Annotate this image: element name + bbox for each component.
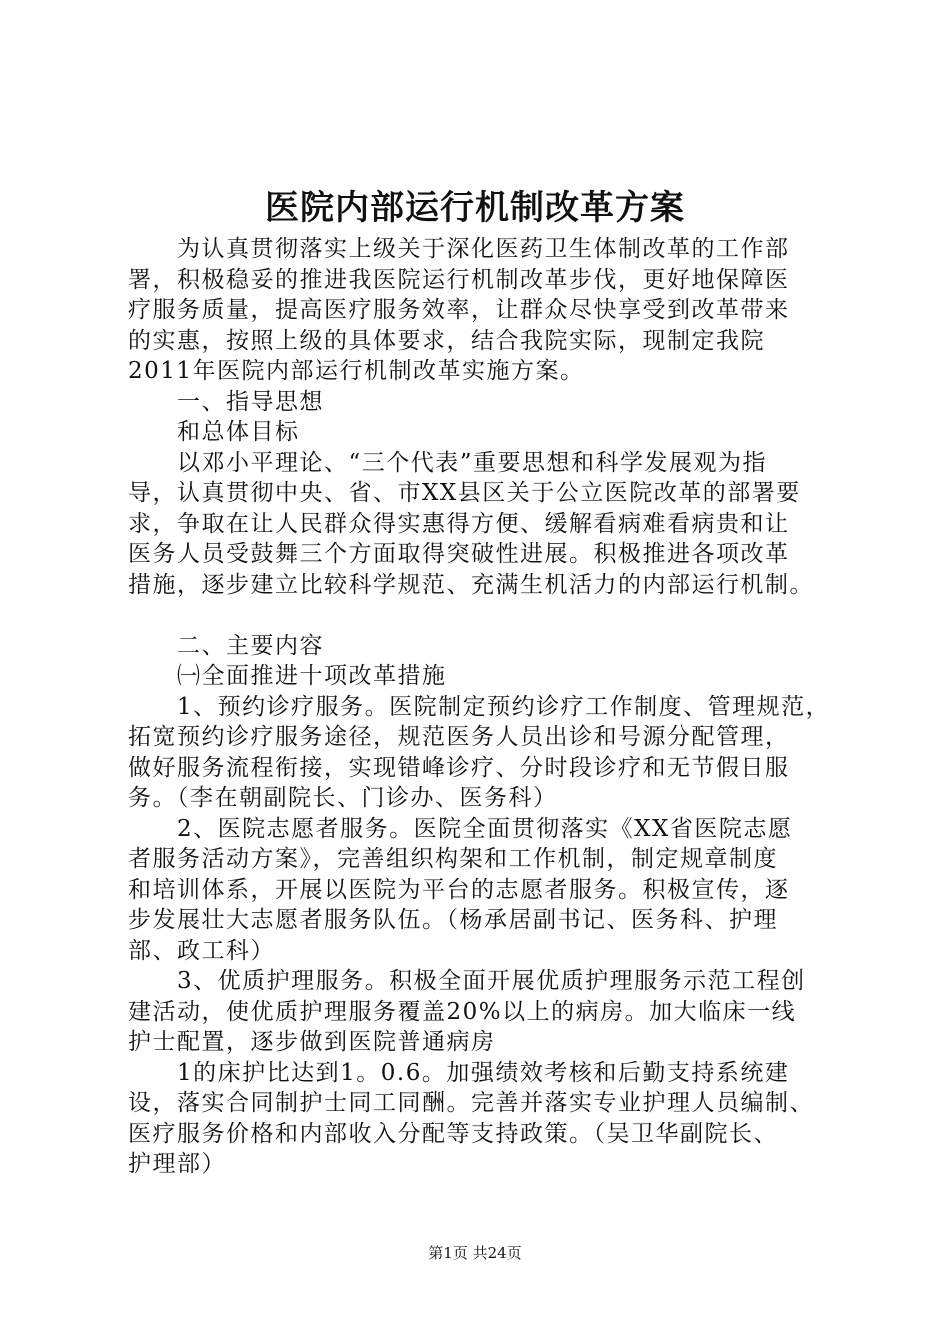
blank-line (128, 600, 848, 631)
body-line: 3、优质护理服务。积极全面开展优质护理服务示范工程创 (128, 968, 806, 994)
body-line: 疗服务质量，提高医疗服务效率，让群众尽快享受到改革带来 (128, 297, 790, 323)
body-line: 1、预约诊疗服务。医院制定预约诊疗工作制度、管理规范， (128, 693, 831, 720)
body-line: 2、医院志愿者服务。医院全面贯彻落实《XX省医院志愿 (128, 815, 793, 842)
body-line: 护士配置，逐步做到医院普通病房 (128, 1029, 496, 1055)
body-line: 导，认真贯彻中央、省、市XX县区关于公立医院改革的部署要 (128, 480, 801, 506)
body-line: 措施，逐步建立比较科学规范、充满生机活力的内部运行机制。 (128, 571, 814, 598)
body-line: 署，积极稳妥的推进我医院运行机制改革步伐，更好地保障医 (128, 266, 790, 293)
document-body (128, 234, 848, 1180)
body-line: 者服务活动方案》，完善组织构架和工作机制，制定规章制度 (128, 846, 778, 872)
body-line: 求，争取在让人民群众得实惠得方便、缓解看病难看病贵和让 (128, 510, 790, 537)
body-line: 一、指导思想 (128, 388, 324, 415)
body-line: 设，落实合同制护士同工同酬。完善并落实专业护理人员编制、 (128, 1090, 814, 1116)
body-line: 护理部） (128, 1151, 226, 1177)
page-footer: 第1页 共24页 (428, 1244, 522, 1262)
body-line: 拓宽预约诊疗服务途径，规范医务人员出诊和号源分配管理， (128, 724, 790, 750)
body-line: 医疗服务价格和内部收入分配等支持政策。（吴卫华副院长、 (128, 1120, 778, 1147)
body-line: 务。（李在朝副院长、门诊办、医务科） (128, 785, 558, 811)
body-line: 1的床护比达到1。0.6。加强绩效考核和后勤支持系统建 (128, 1059, 790, 1086)
document-title: 医院内部运行机制改革方案 (265, 188, 685, 228)
body-line: 的实惠，按照上级的具体要求，结合我院实际，现制定我院 (128, 327, 765, 354)
body-line: 医务人员受鼓舞三个方面取得突破性进展。积极推进各项改革 (128, 541, 790, 567)
body-line: 2011年医院内部运行机制改革实施方案。 (128, 358, 585, 384)
body-line: 为认真贯彻落实上级关于深化医药卫生体制改革的工作部 (128, 236, 790, 262)
body-line: 和培训体系，开展以医院为平台的志愿者服务。积极宣传，逐 (128, 876, 790, 903)
body-line: 以邓小平理论、“三个代表”重要思想和科学发展观为指 (128, 449, 768, 476)
body-line: 步发展壮大志愿者服务队伍。（杨承居副书记、医务科、护理 (128, 907, 778, 933)
body-line: 和总体目标 (128, 419, 300, 445)
body-line: 二、主要内容 (128, 632, 324, 659)
body-line: ㈠全面推进十项改革措施 (128, 663, 447, 689)
body-line: 部、政工科） (128, 937, 275, 964)
body-line: 建活动，使优质护理服务覆盖20%以上的病房。加大临床一线 (128, 998, 797, 1025)
body-line: 做好服务流程衔接，实现错峰诊疗、分时段诊疗和无节假日服 (128, 754, 790, 781)
